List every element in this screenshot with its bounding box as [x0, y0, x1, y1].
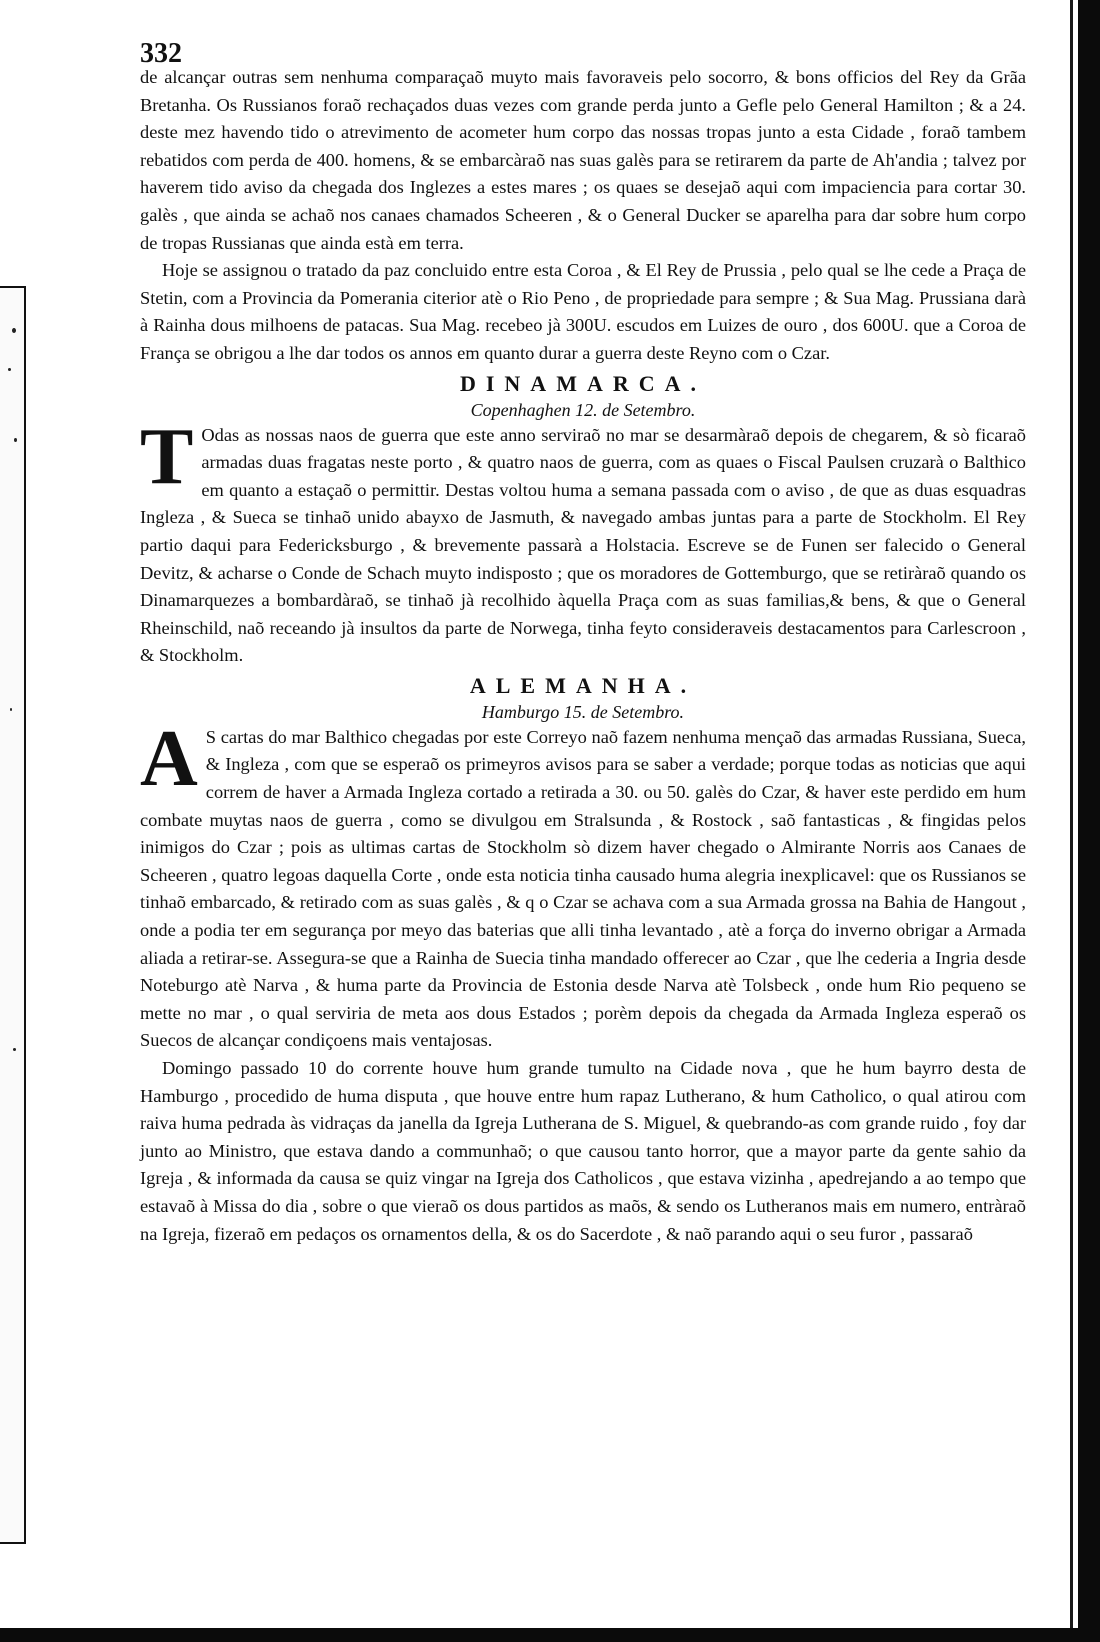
text-column: [140, 64, 1026, 1248]
page-number: 332: [140, 38, 182, 69]
alemanha-article: [140, 714, 1026, 1055]
intro-paragraph: de alcançar outras sem nenhuma comparaçaõ muyto mais favoraveis pelo socorro, & bons officios del Rey da Grãa Bretanha. Os Russianos foraõ rechaçados duas vezes com grande perda junto a Gefle pelo General Hamilton ; & a 24. deste mez havendo tido o atrevimento de acometer hum corpo das nossas tropas junto a esta Cidade , foraõ tambem rebatidos com perda de 400. homens, & se embarcàraõ nas suas galès para se retirarem da parte de Ah'andia ; talvez por haverem tido aviso da chegada dos Inglezes a estes mares ; os quaes se desejaõ aqui com impaciencia para cortar 30. galès , que ainda se achaõ nos canaes chamados Scheeren , & o General Ducker se aparelha para dar sobre hum corpo de tropas Russianas que ainda està em terra.: [140, 67, 1026, 253]
dateline-hamburgo: Hamburgo 15. de Setembro.: [481, 701, 685, 722]
facing-page-edge: [0, 286, 26, 1544]
book-spine-shadow: [1078, 0, 1100, 1640]
dinamarca-article: [140, 412, 1026, 670]
dinamarca-paragraph: Odas as nossas naos de guerra que este anno serviraõ no mar se desarmàraõ depois de chegarem, & sò ficaraõ armadas duas fragatas neste porto , & quatro naos de guerra, com as quaes o Fiscal Paulsen cruzarà o Balthico em quanto a estaçaõ o permittir. Destas voltou huma a semana passada com o aviso , de que as duas esquadras Ingleza , & Sueca se tinhaõ unido abayxo de Jasmuth, & navegado ambas juntas para a parte de Stockholm. El Rey partio daqui para Federicksburgo , & brevemente passarà a Holstacia. Escreve se de Funen ser falecido o General Devitz, & acharse o Conde de Schach muyto indisposto ; que os moradores de Gottemburgo, que se retiràraõ quando os Dinamarquezes a bombardàraõ, se tinhaõ jà recolhido àquella Praça com as suas familias,& bens, & que o General Rheinschild, naõ receando jà insultos da parte de Norwega, tinha feyto consideraveis destacamentos para Carlescroon , & Stockholm.: [140, 424, 1026, 666]
scan-bottom-edge: [0, 1628, 1100, 1642]
alemanha-paragraph-2: Domingo passado 10 do corrente houve hum grande tumulto na Cidade nova , que he hum bayrro desta de Hamburgo , procedido de huma disputa , que houve entre hum rapaz Lutherano, & hum Catholico, o qual atirou com raiva huma pedrada às vidraças da janella da Igreja Lutherana de S. Miguel, & quebrando-as com grande ruido , foy dar junto ao Ministro, que estava dando a communhaõ; o que causou tanto horror, que a mayor parte da gente sahio da Igreja , & informada da causa se quiz vingar na Igreja dos Catholicos , que estava vizinha , apedrejando a ao tempo que estavaõ à Missa do dia , sobre o que vieraõ os dous partidos as maõs, & sendo os Lutheranos mais em numero, entràraõ na Igreja, fizeraõ em pedaços os ornamentos della, & os do Sacerdote , & naõ parando aqui o seu furor , passaraõ: [140, 1058, 1026, 1244]
section-heading-alemanha: ALEMANHA.: [469, 672, 697, 698]
dateline-copenhagen: Copenhaghen 12. de Setembro.: [470, 399, 696, 420]
treaty-paragraph: Hoje se assignou o tratado da paz concluido entre esta Coroa , & El Rey de Prussia , pelo qual se lhe cede a Praça de Stetin, com a Provincia da Pomerania citerior atè o Rio Peno , de propriedade para sempre ; & Sua Mag. Prussiana darà à Rainha dous milhoens de patacas. Sua Mag. recebeo jà 300U. escudos em Luizes de ouro , dos 600U. que a Coroa de França se obrigou a lhe dar todos os annos em quanto durar a guerra deste Reyno com o Czar.: [140, 260, 1026, 363]
alemanha-paragraph-1: S cartas do mar Balthico chegadas por este Correyo naõ fazem nenhuma mençaõ das armadas Russiana, Sueca, & Ingleza , com que se esperaõ os primeyros avisos para se saber a verdade; porque todas as noticias que aqui correm de haver a Armada Ingleza cortado a retirada a 30. ou 50. galès do Czar, & haver este perdido em hum combate muytas naos de guerra , como se divulgou em Stralsunda , & Rostock , saõ fantasticas , & fingidas pelos inimigos do Czar ; pois as ultimas cartas de Stockholm sò dizem haver chegado o Almirante Norris aos Canaes de Scheeren , quatro legoas daquella Corte , onde esta noticia tinha causado huma alegria inexplicavel: que os Russianos se tinhaõ embarcado, & retirado com as suas galès , & q o Czar se achava com a sua Armada grossa na Bahia de Hangout , onde a podia ter em segurança por meyo das baterias que alli tinha levantado , atè a força do inverno obrigar a Armada aliada a retirar-se. Assegura-se que a Rainha de Suecia tinha mandado offerecer ao Czar , que lhe cederia a Ingria desde Noteburgo atè Narva , & huma parte da Provincia de Estonia desde Narva atè Tolsbeck , onde hum Rio pequeno se mette no mar , o qual serviria de meta aos dous Estados ; porèm depois da chegada da Armada Ingleza esperaõ os Suecos de alcançar condiçoens mais ventajosas.: [140, 726, 1026, 1051]
drop-cap-a: A: [140, 714, 198, 803]
section-heading-dinamarca: DINAMARCA.: [459, 370, 707, 396]
drop-cap-t: T: [140, 412, 194, 501]
